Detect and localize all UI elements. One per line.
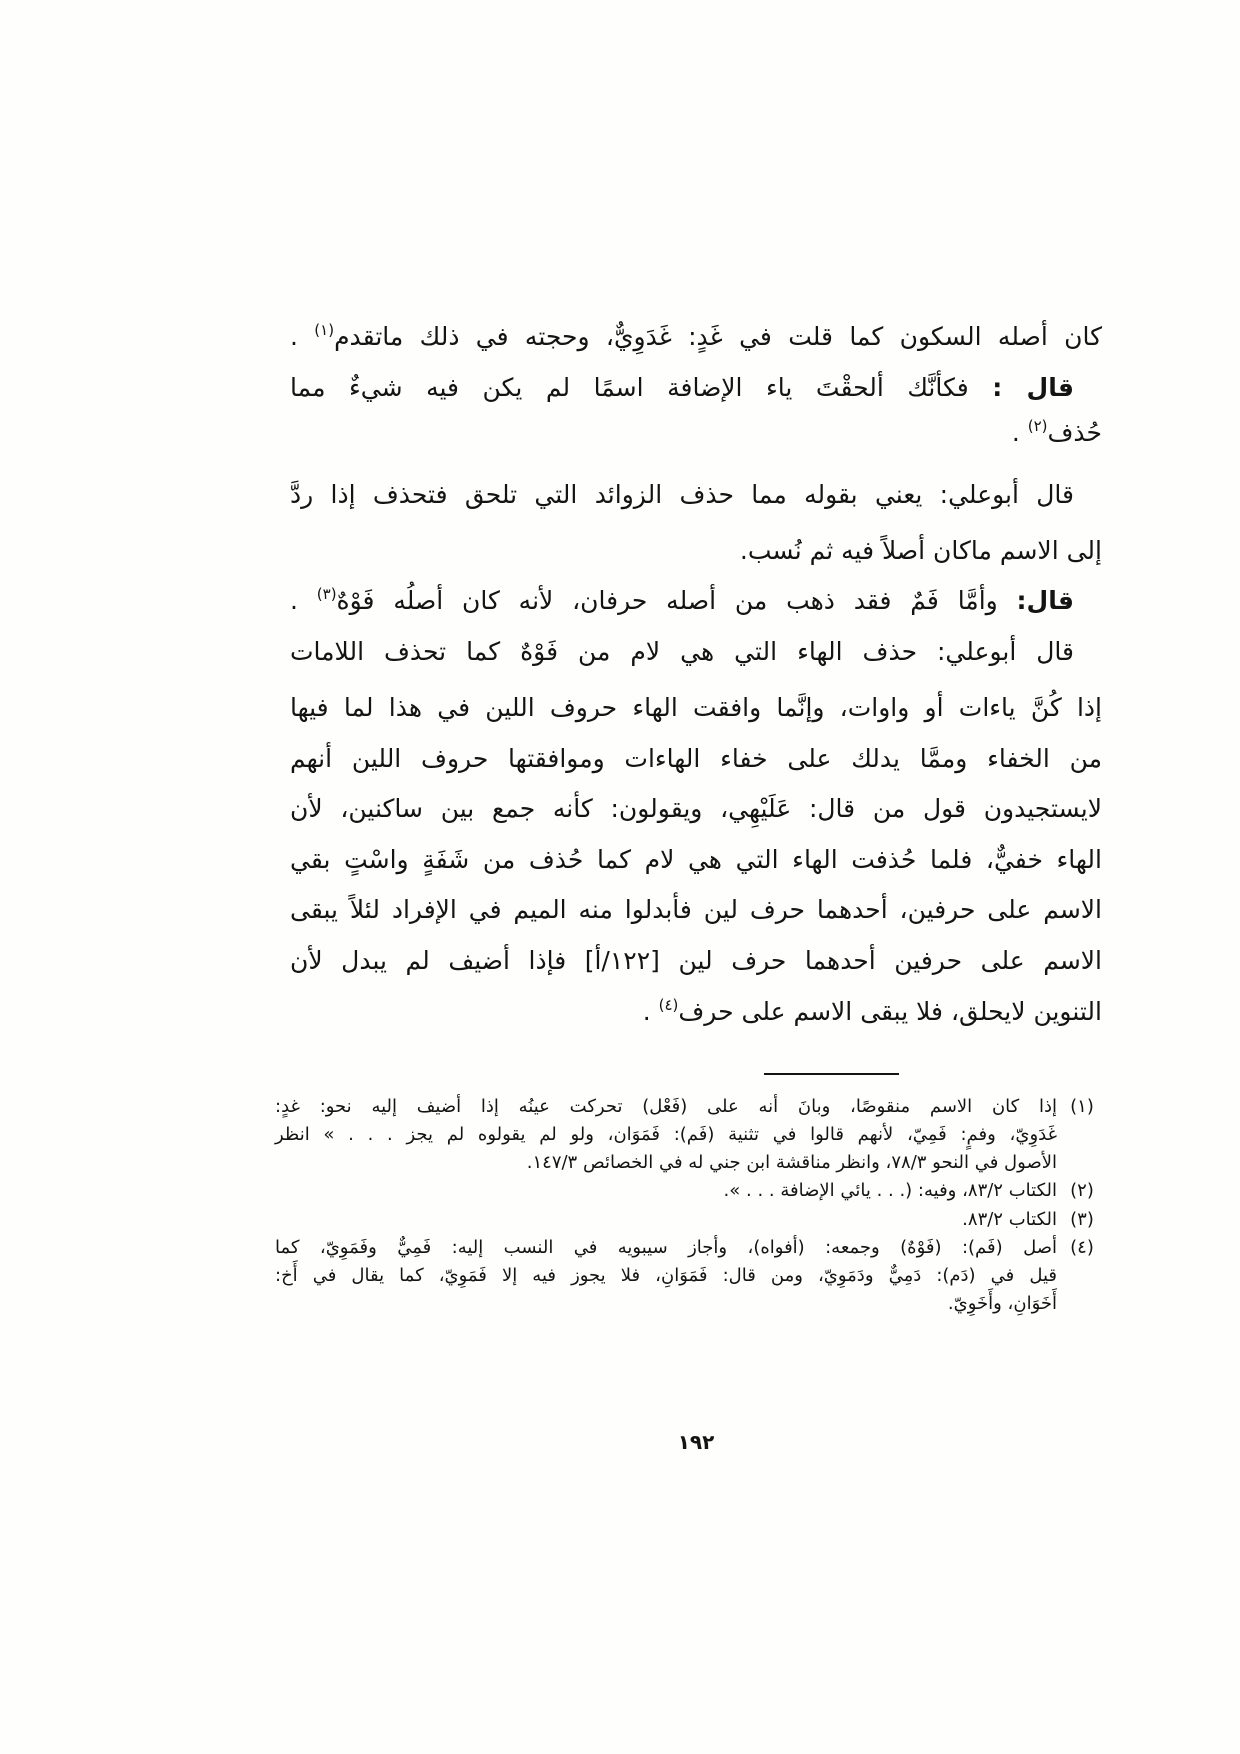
line-text: الاسم على حرفين أحدهما حرف لين [١٢٢/أ] فإذا أضيف لم يبدل لأن [290,946,1102,975]
footnote-line: إذا كان الاسم منقوصًا، وبانَ أنه على (فَعْل) تحركت عينُه إذا أضيف إليه نحو: غدٍ: [275,1096,1057,1117]
line-tail: . [1011,418,1028,447]
footnote-ref: (١) [314,321,335,339]
footnote-number: (٤) [1070,1237,1094,1258]
line-text: قال أبوعلي: حذف الهاء التي هي لام من فَوْهٌ كما تحذف اللامات [290,637,1074,666]
line-text: وأمَّا فَمٌ فقد ذهب من أصله حرفان، لأنه كان أصلُه فَوْهٌ [336,586,1017,615]
footnote-ref: (٤) [658,996,679,1014]
body-line [290,576,1102,626]
line-text: حُذف [1047,418,1102,447]
footnote-number: (٢) [1070,1180,1094,1201]
footnote-line: الكتاب ٨٣/٢، وفيه: (. . . يائي الإضافة . . . ». [723,1180,1057,1201]
line-text: من الخفاء وممَّا يدلك على خفاء الهاءات وموافقتها حروف اللين أنهم [290,744,1102,773]
body-line [290,470,1102,520]
body-line [290,526,1102,576]
speaker-label: قال : [992,373,1074,402]
footnote-ref: (٣) [316,585,337,603]
line-text: إذا كُنَّ ياءات أو واوات، وإنَّما وافقت الهاء حروف اللين في هذا لما فيها [290,693,1102,722]
body-line [290,885,1102,935]
footnote-separator [764,1073,899,1075]
body-line [290,408,1102,458]
line-tail: . [290,322,315,351]
body-line [290,312,1102,362]
footnote-line: الكتاب ٨٣/٢. [962,1209,1057,1230]
line-tail: . [642,997,659,1026]
footnote-line: الأصول في النحو ٧٨/٣، وانظر مناقشة ابن جني له في الخصائص ١٤٧/٣. [526,1152,1057,1173]
footnote-number: (١) [1070,1096,1094,1117]
footnote-line: قيل في (دَم): دَمِيٌّ ودَمَوِيّ، ومن قال: فَمَوَانِ، فلا يجوز فيه إلا فَمَوِيّ، كما يقال في أَخ: [275,1265,1057,1286]
line-text: فكأنَّك ألحقْتَ ياء الإضافة اسمًا لم يكن فيه شيءٌ مما [290,373,993,402]
body-line [290,936,1102,986]
line-tail: . [290,586,317,615]
body-line [290,734,1102,784]
line-text: لايستجيدون قول من قال: عَلَيْهِي، ويقولون: كأنه جمع بين ساكنين، لأن [290,794,1102,823]
line-text: الاسم على حرفين، أحدهما حرف لين فأبدلوا منه الميم في الإفراد لئلاً يبقى [290,895,1102,924]
body-line [290,683,1102,733]
line-text: الهاء خفيٌّ، فلما حُذفت الهاء التي هي لام كما حُذف من شَفَةٍ واسْتٍ بقي [290,845,1102,874]
body-line [290,835,1102,885]
body-line [290,627,1102,677]
line-text: قال أبوعلي: يعني بقوله مما حذف الزوائد التي تلحق فتحذف إذا ردَّ [290,480,1074,509]
footnote-ref: (٢) [1027,417,1048,435]
speaker-label: قال: [1016,586,1074,615]
line-text: التنوين لايحلق، فلا يبقى الاسم على حرف [678,997,1102,1026]
page-number: ١٩٢ [677,1430,715,1454]
line-text: كان أصله السكون كما قلت في غَدٍ: غَدَوِيٌّ، وحجته في ذلك ماتقدم [334,322,1102,351]
footnote-number: (٣) [1070,1209,1094,1230]
footnote-line: أصل (فَم): (فَوْهٌ) وجمعه: (أفواه)، وأجاز سيبويه في النسب إليه: فَمِيٌّ وفَمَوِيّ، كما [275,1237,1057,1258]
body-line [290,784,1102,834]
body-line [290,987,1102,1037]
line-text: إلى الاسم ماكان أصلاً فيه ثم نُسب. [739,536,1102,565]
footnote-line: غَدَوِيّ، وفمٍ: فَمِيّ، لأنهم قالوا في تثنية (فَم): فَمَوَان، ولو لم يقولوه لم يجز . . . » انظر [275,1124,1057,1145]
body-line [290,363,1102,413]
footnote-line: أَخَوَانِ، وأَخَوِيّ. [947,1293,1057,1314]
